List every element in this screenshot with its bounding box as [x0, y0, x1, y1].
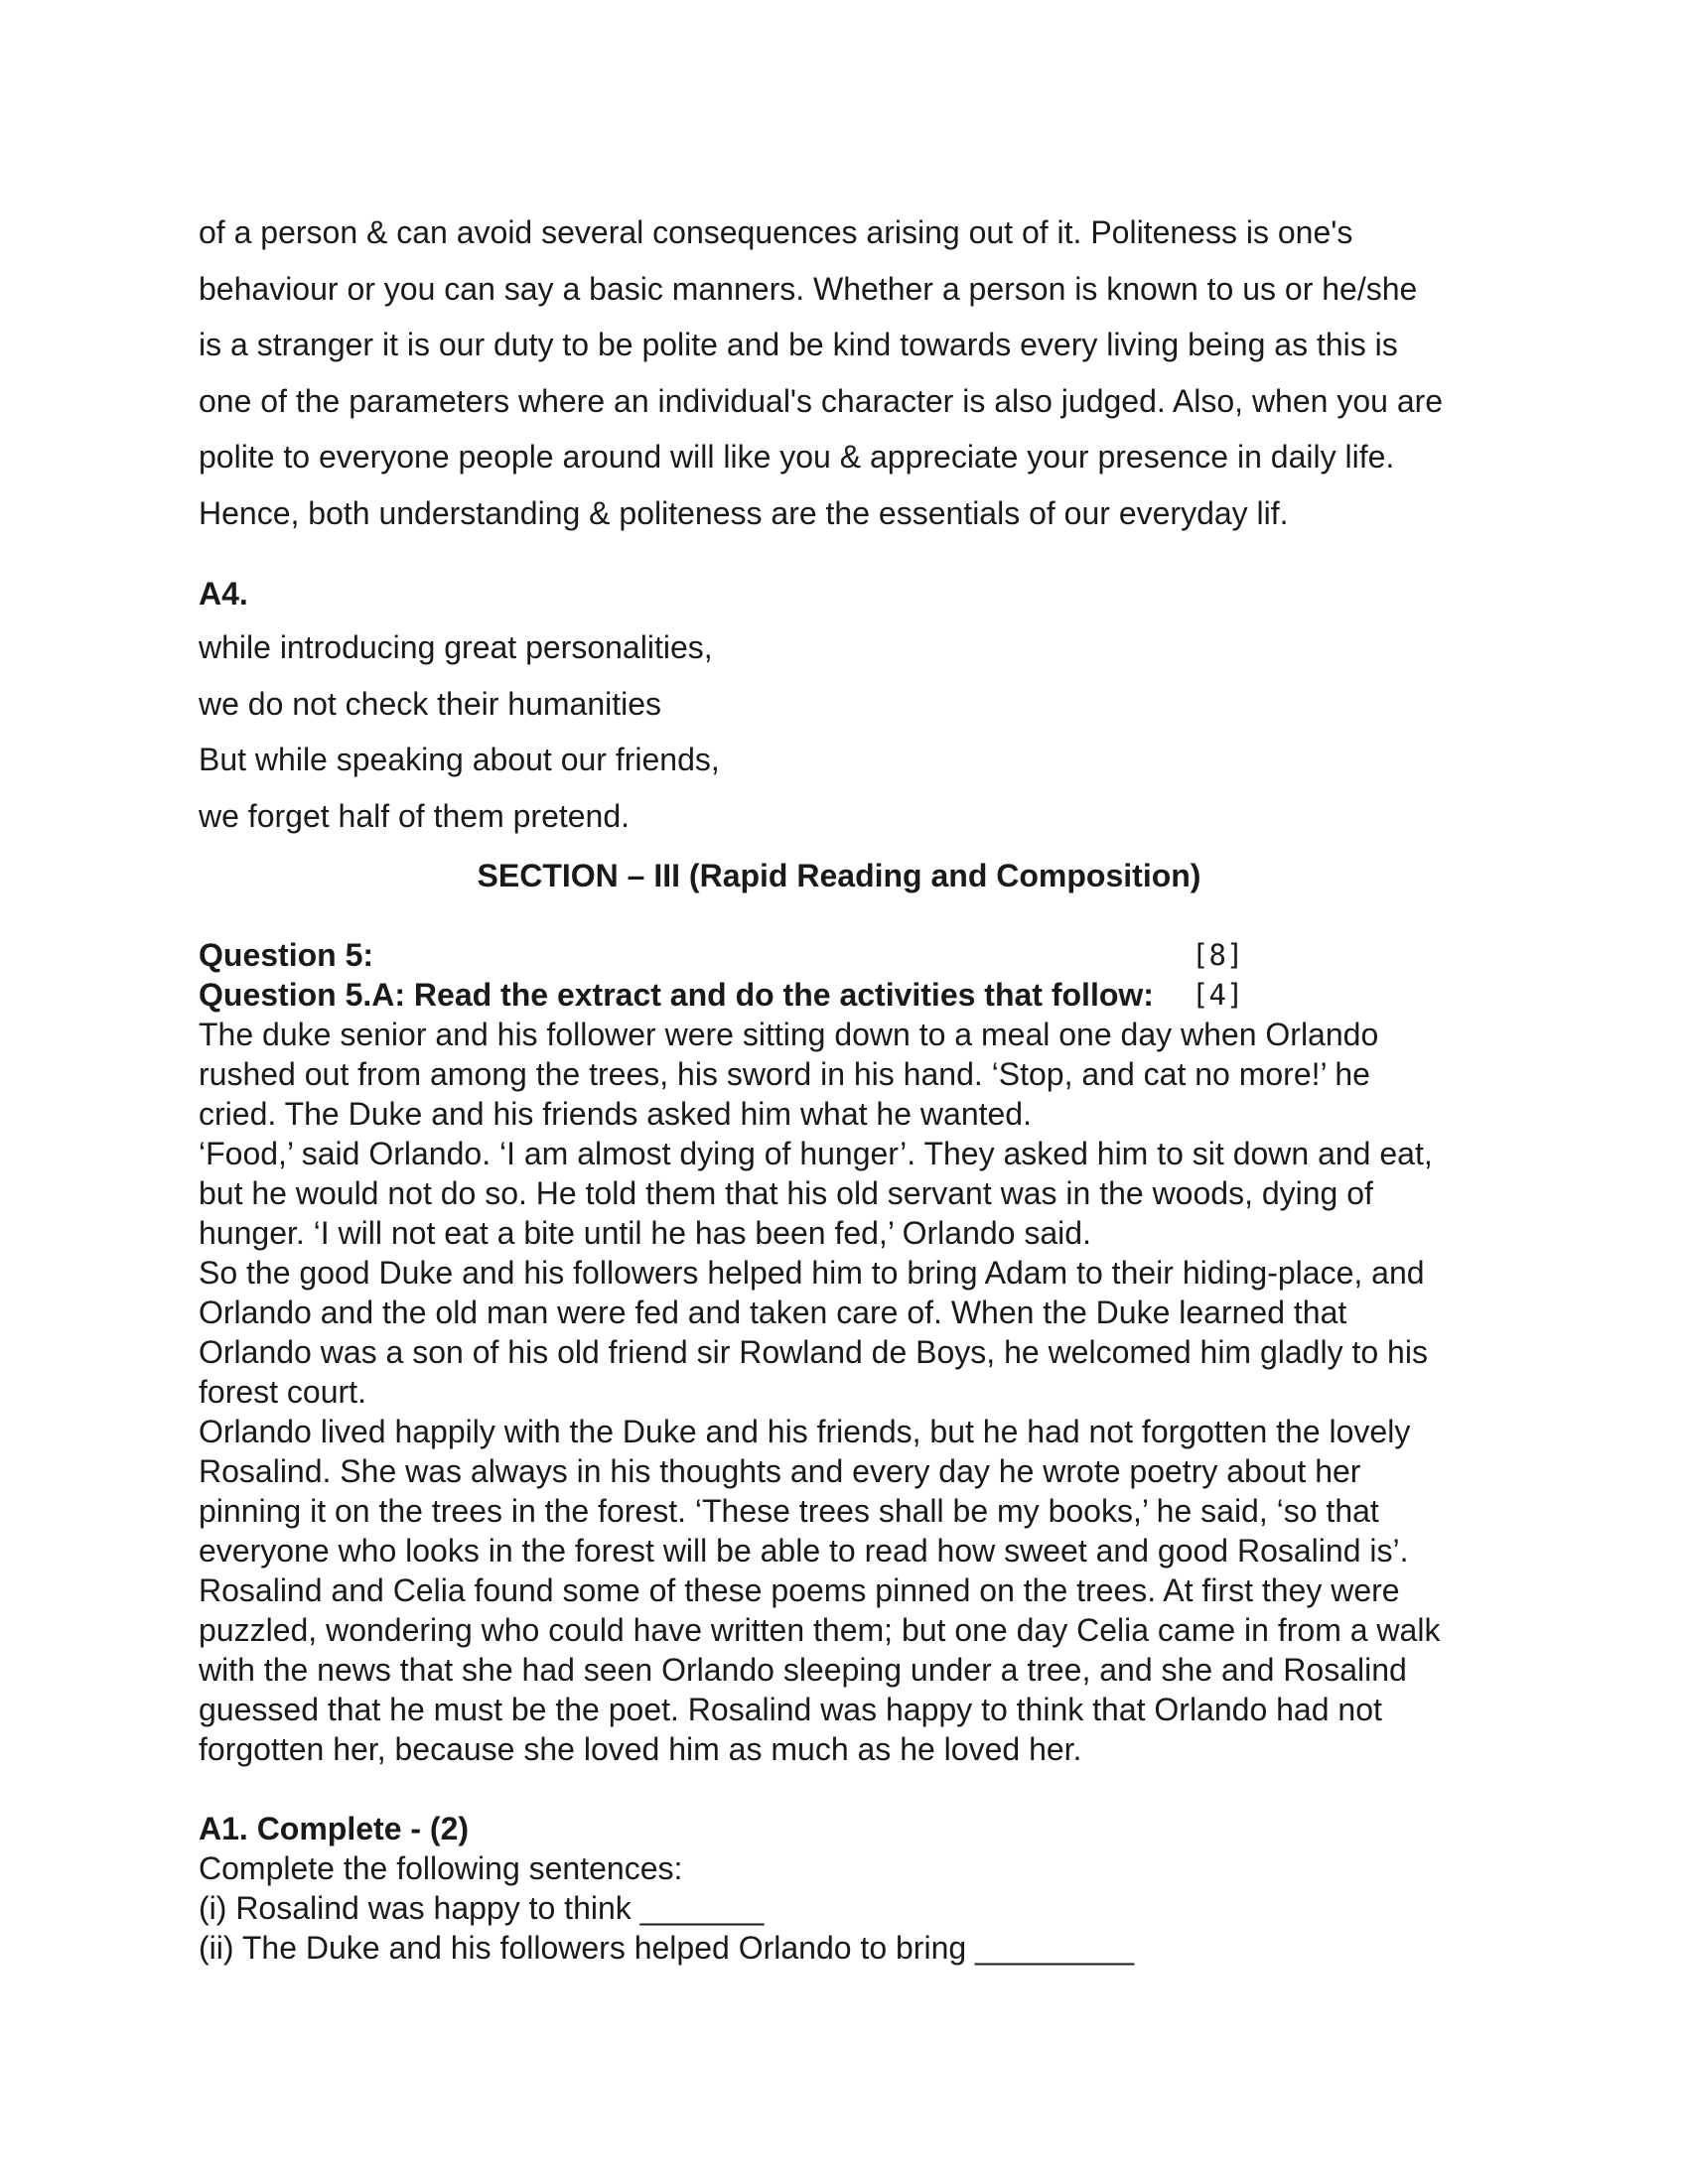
a1-heading: A1. Complete - (2)	[199, 1811, 470, 1846]
poem-line: we forget half of them pretend.	[199, 797, 631, 834]
extract-line: cried. The Duke and his friends asked him what he wanted.	[199, 1096, 1032, 1132]
question-5a-row	[199, 975, 1499, 1015]
question-5a-marks: [4]	[1192, 978, 1244, 1012]
extract-line: The duke senior and his follower were sitting down to a meal one day when Orlando	[199, 1017, 1379, 1052]
poem-line: while introducing great personalities,	[199, 629, 713, 665]
extract-line: forgotten her, because she loved him as much as he loved her.	[199, 1731, 1082, 1767]
extract-line: guessed that he must be the poet. Rosalind was happy to think that Orlando had not	[199, 1692, 1382, 1727]
a1-item: (i) Rosalind was happy to think _______	[199, 1890, 765, 1926]
question-5-marks: [8]	[1192, 938, 1244, 972]
extract-line: So the good Duke and his followers helped him to bring Adam to their hiding-place, and	[199, 1255, 1425, 1291]
question-5-title: Question 5:	[199, 937, 374, 973]
extract-line: Rosalind and Celia found some of these poems pinned on the trees. At first they were	[199, 1572, 1400, 1608]
a1-instruction: Complete the following sentences:	[199, 1850, 683, 1886]
extract-line: Orlando and the old man were fed and taken care of. When the Duke learned that	[199, 1295, 1347, 1330]
extract-line: Rosalind. She was always in his thoughts and every day he wrote poetry about her	[199, 1453, 1361, 1489]
paragraph-line: polite to everyone people around will like you & appreciate your presence in daily life.	[199, 439, 1395, 475]
extract-line: puzzled, wondering who could have written them; but one day Celia came in from a walk	[199, 1612, 1441, 1648]
poem-line: But while speaking about our friends,	[199, 742, 720, 777]
extract-line: rushed out from among the trees, his sword in his hand. ‘Stop, and cat no more!’ he	[199, 1056, 1370, 1092]
paragraph-line: of a person & can avoid several consequences arising out of it. Politeness is one's	[199, 214, 1353, 250]
extract-line: Orlando was a son of his old friend sir Rowland de Boys, he welcomed him gladly to his	[199, 1334, 1428, 1370]
paragraph-line: is a stranger it is our duty to be polite and be kind towards every living being as this is	[199, 327, 1398, 362]
question-5a-title: Question 5.A: Read the extract and do the activities that follow:	[199, 977, 1154, 1013]
a4-heading: A4.	[199, 576, 248, 612]
question-5-row	[199, 935, 1499, 975]
extract-line: forest court.	[199, 1374, 366, 1410]
extract-line: with the news that she had seen Orlando sleeping under a tree, and she and Rosalind	[199, 1652, 1407, 1688]
a1-item: (ii) The Duke and his followers helped Orlando to bring _________	[199, 1930, 1135, 1966]
paragraph-line: Hence, both understanding & politeness are the essentials of our everyday lif.	[199, 494, 1289, 531]
question-5-block	[199, 935, 1499, 1769]
a4-poem	[199, 619, 720, 844]
extract-line: hunger. ‘I will not eat a bite until he has been fed,’ Orlando said.	[199, 1215, 1091, 1251]
paragraph-line: one of the parameters where an individual's character is also judged. Also, when you are	[199, 382, 1444, 419]
section-heading: SECTION – III (Rapid Reading and Composition)	[477, 858, 1201, 893]
extract-passage	[199, 1015, 1499, 1769]
poem-line: we do not check their humanities	[199, 685, 662, 722]
paragraph-line: behaviour or you can say a basic manners. Whether a person is known to us or he/she	[199, 270, 1418, 307]
a1-block	[199, 1809, 1134, 1968]
extract-line: Orlando lived happily with the Duke and his friends, but he had not forgotten the lovely	[199, 1414, 1411, 1449]
extract-line: everyone who looks in the forest will be able to read how sweet and good Rosalind is’.	[199, 1533, 1409, 1569]
extract-line: ‘Food,’ said Orlando. ‘I am almost dying of hunger’. They asked him to sit down and eat,	[199, 1136, 1433, 1171]
extract-line: pinning it on the trees in the forest. ‘These trees shall be my books,’ he said, ‘so that	[199, 1493, 1379, 1529]
extract-line: but he would not do so. He told them that his old servant was in the woods, dying of	[199, 1175, 1373, 1211]
intro-paragraph	[199, 205, 1443, 541]
